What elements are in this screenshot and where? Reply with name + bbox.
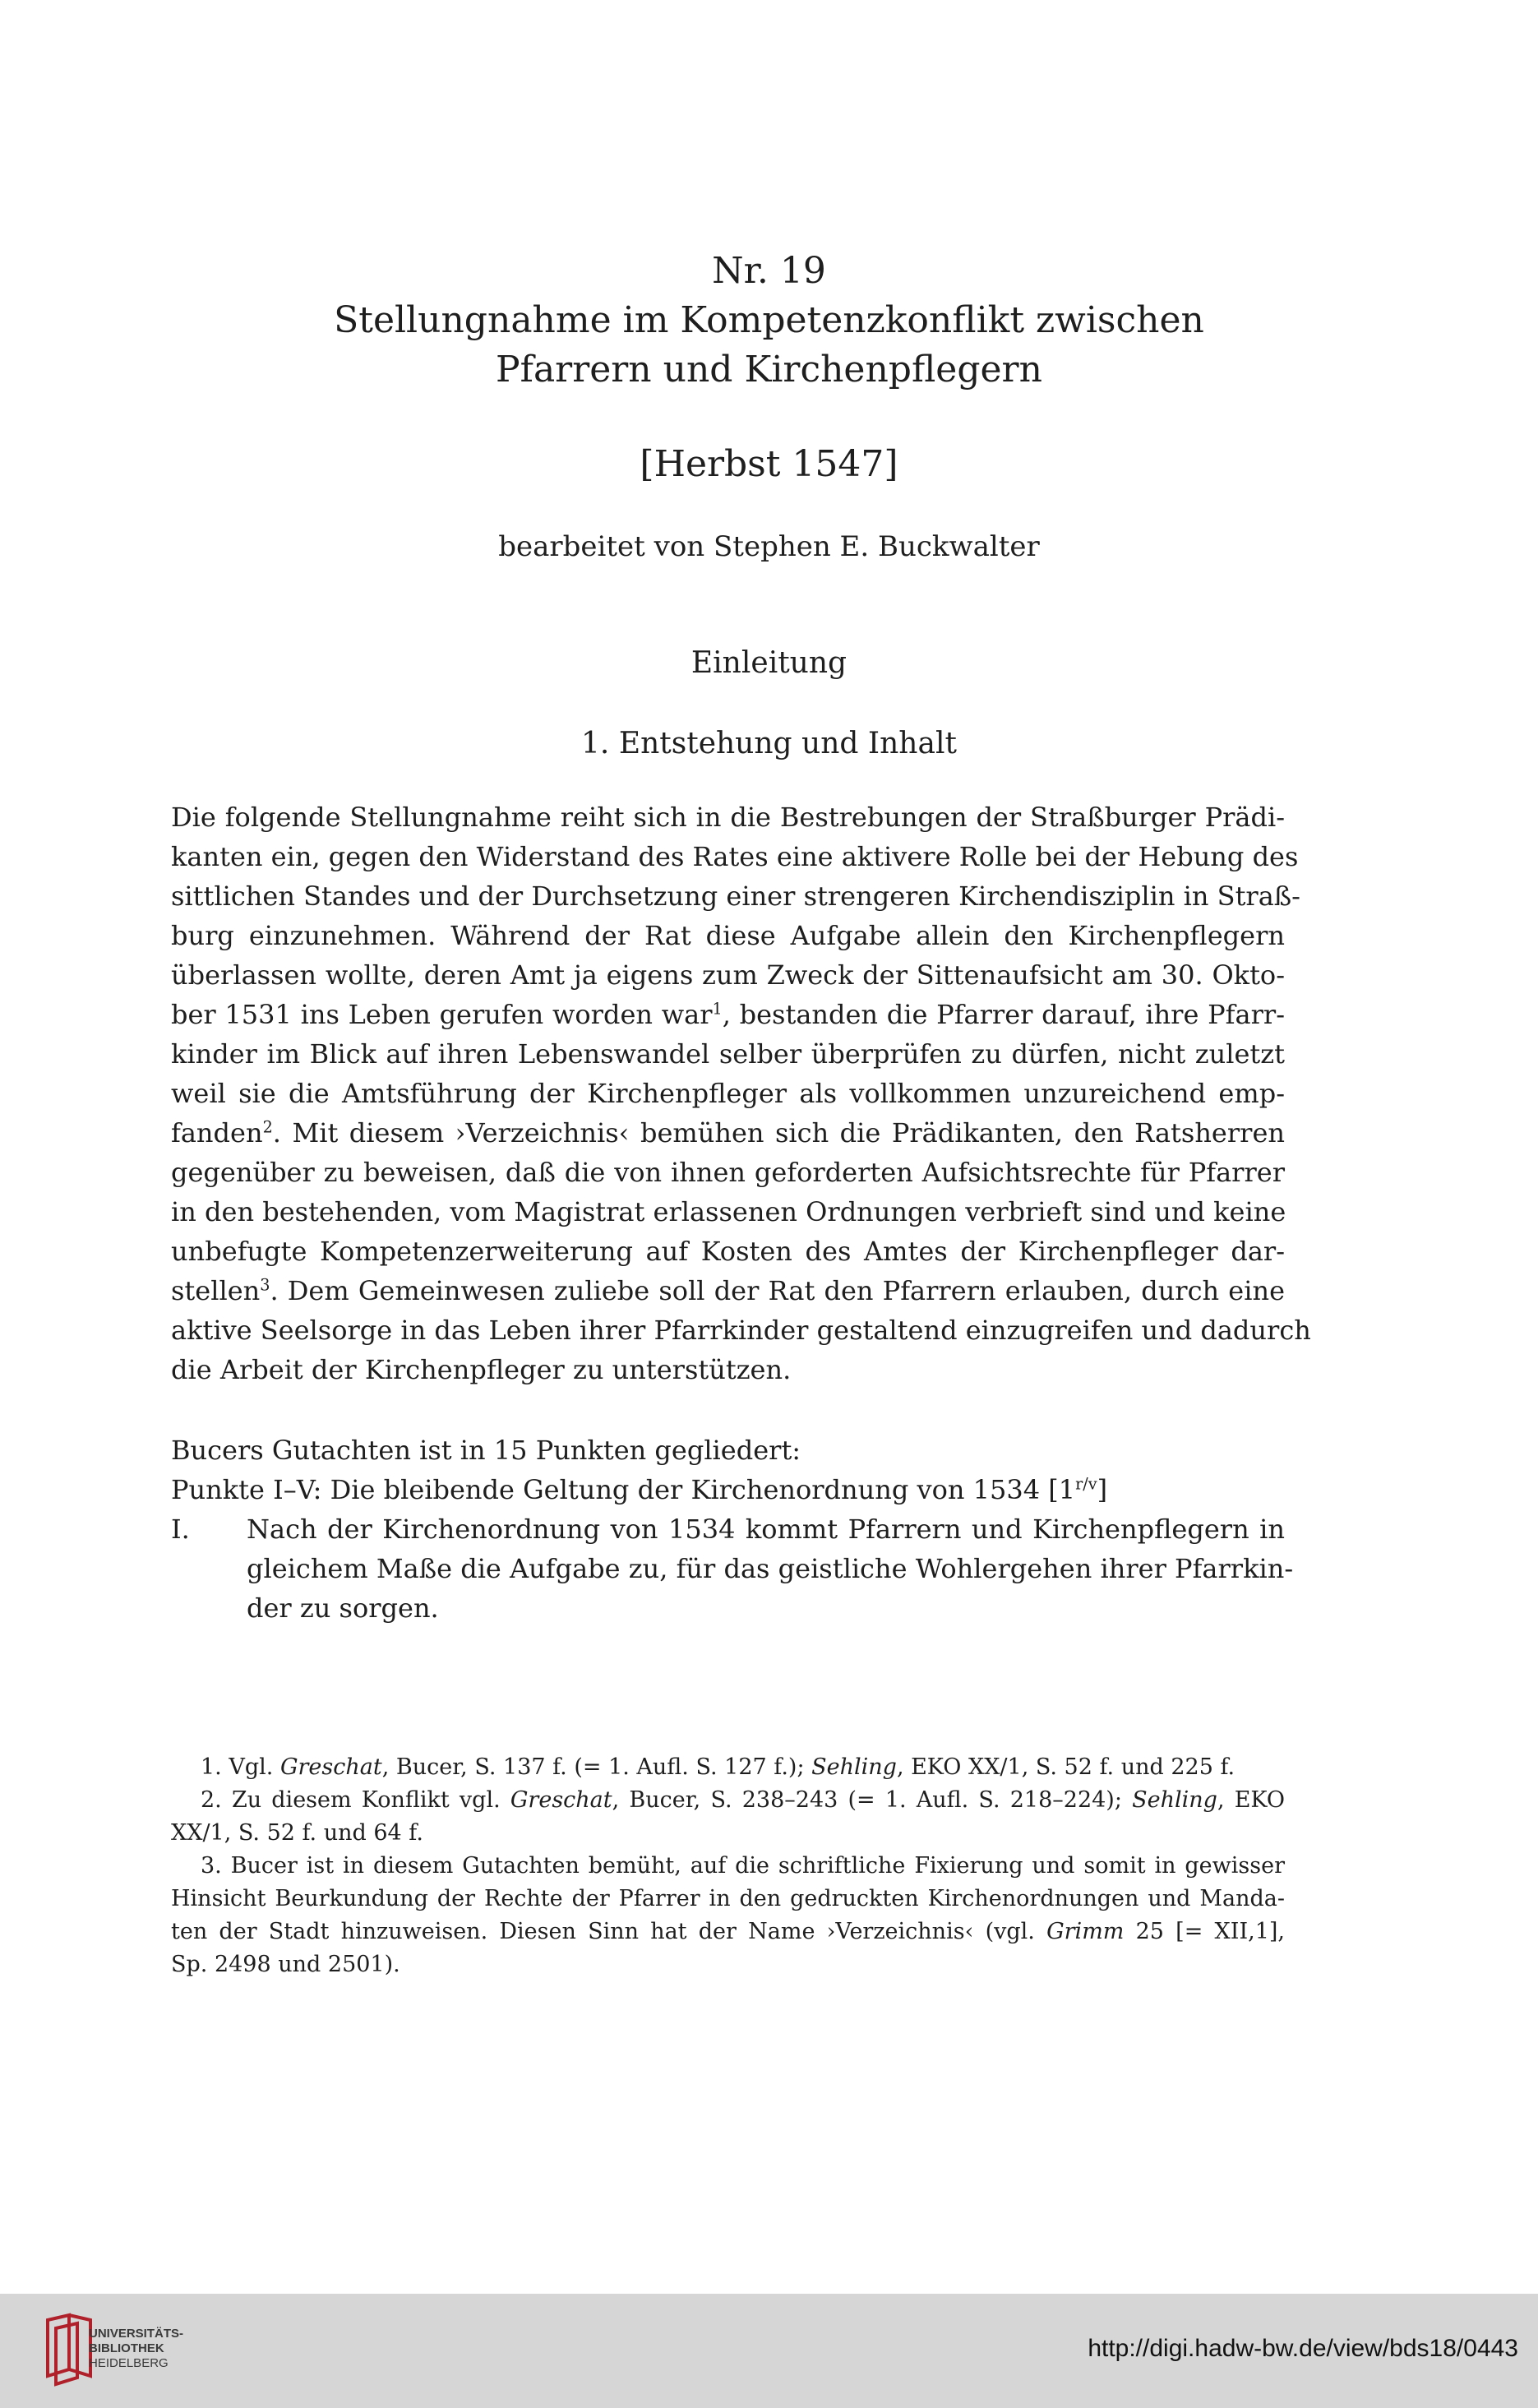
- outline-intro-line: Bucers Gutachten ist in 15 Punkten gegliedert:: [171, 1435, 801, 1466]
- footnote-mark: 1: [712, 999, 723, 1019]
- heading-section-1: 1. Entstehung und Inhalt: [581, 727, 957, 760]
- document-date: [Herbst 1547]: [640, 443, 898, 485]
- library-name-line: UNIVERSITÄTS-: [89, 2327, 184, 2341]
- text-line: aktive Seelsorge in das Leben ihrer Pfarrkinder gestaltend einzugreifen und dadurch: [171, 1315, 1311, 1346]
- author-name: Greschat: [510, 1787, 612, 1813]
- item-text: [247, 1509, 1294, 1628]
- footnote-3-cont: [171, 1916, 1285, 1948]
- intro-paragraph: [171, 797, 1311, 1389]
- text-line: in den bestehenden, vom Magistrat erlassenen Ordnungen verbrieft sind und keine: [171, 1196, 1286, 1227]
- text-line: [171, 995, 1285, 1034]
- editor-credit: bearbeitet von Stephen E. Buckwalter: [498, 530, 1040, 563]
- text-line: gegenüber zu beweisen, daß die von ihnen geforderten Aufsichtsrechte für Pfarrer: [171, 1157, 1285, 1188]
- library-name: [89, 2327, 183, 2371]
- text-line: burg einzunehmen. Während der Rat diese Aufgabe allein den Kirchenpflegern: [171, 920, 1285, 951]
- text-fragment: . Mit diesem ›Verzeichnis‹ bemühen sich die Prädikanten, den Ratsherren: [272, 1117, 1285, 1149]
- folio-mark: r/v: [1075, 1474, 1097, 1494]
- text-fragment: , bestanden die Pfarrer darauf, ihre Pfarr-: [722, 999, 1285, 1030]
- footnote-3: 3. Bucer ist in diesem Gutachten bemüht, auf die schriftliche Fixierung und somit in gewisser: [201, 1853, 1285, 1879]
- text-fragment: , Bucer, S. 137 f. (= 1. Aufl. S. 127 f.);: [381, 1754, 812, 1780]
- viewer-footer: [0, 2294, 1538, 2408]
- footnote-3-cont: Sp. 2498 und 2501).: [171, 1952, 400, 1977]
- text-fragment: , EKO: [1217, 1787, 1285, 1813]
- author-name: Sehling: [1132, 1787, 1217, 1813]
- footnote-1: [171, 1751, 1285, 1784]
- document-title: [0, 296, 1538, 395]
- text-line: [171, 1113, 1285, 1153]
- author-name: Grimm: [1046, 1919, 1125, 1944]
- text-line: die Arbeit der Kirchenpfleger zu unterstützen.: [171, 1354, 792, 1385]
- footnote-2: [171, 1784, 1285, 1817]
- text-fragment: fanden: [171, 1117, 263, 1149]
- library-name-line: HEIDELBERG: [89, 2356, 169, 2370]
- text-fragment: ber 1531 ins Leben gerufen worden war: [171, 999, 713, 1030]
- text-line: kinder im Blick auf ihren Lebenswandel selber überprüfen zu dürfen, nicht zuletzt: [171, 1038, 1285, 1070]
- text-line: kanten ein, gegen den Widerstand des Rates eine aktivere Rolle bei der Hebung des: [171, 841, 1299, 872]
- title-line-1: Stellungnahme im Kompetenzkonflikt zwischen: [334, 299, 1204, 341]
- library-name-line: BIBLIOTHEK: [89, 2341, 164, 2355]
- text-fragment: 2. Zu diesem Konflikt vgl.: [201, 1787, 510, 1813]
- footnote-2-cont: XX/1, S. 52 f. und 64 f.: [171, 1820, 423, 1846]
- author-name: Sehling: [811, 1754, 897, 1780]
- text-line: sittlichen Standes und der Durchsetzung einer strengeren Kirchendisziplin in Straß-: [171, 880, 1300, 912]
- text-line: gleichem Maße die Aufgabe zu, für das geistliche Wohlergehen ihrer Pfarrkin-: [247, 1553, 1294, 1584]
- footnotes: [171, 1751, 1285, 1981]
- outline-intro: [171, 1430, 1285, 1509]
- text-line: überlassen wollte, deren Amt ja eigens zum Zweck der Sittenaufsicht am 30. Okto-: [171, 959, 1285, 991]
- text-fragment: ten der Stadt hinzuweisen. Diesen Sinn hat der Name ›Verzeichnis‹ (vgl.: [171, 1919, 1047, 1944]
- text-fragment: Punkte I–V: Die bleibende Geltung der Kirchenordnung von 1534 [1: [171, 1474, 1076, 1505]
- title-line-2: Pfarrern und Kirchenpflegern: [496, 349, 1042, 391]
- text-fragment: 25 [= XII,1],: [1124, 1919, 1285, 1944]
- text-fragment: , EKO XX/1, S. 52 f. und 225 f.: [896, 1754, 1235, 1780]
- text-fragment: . Dem Gemeinwesen zuliebe soll der Rat den Pfarrern erlauben, durch eine: [270, 1275, 1285, 1306]
- text-fragment: 1. Vgl.: [201, 1754, 280, 1780]
- text-line: weil sie die Amtsführung der Kirchenpfleger als vollkommen unzureichend emp-: [171, 1078, 1285, 1109]
- item-number: I.: [171, 1514, 190, 1545]
- document-number: Nr. 19: [712, 250, 826, 292]
- text-line: Die folgende Stellungnahme reiht sich in die Bestrebungen der Straßburger Prädi-: [171, 802, 1285, 833]
- author-name: Greschat: [279, 1754, 382, 1780]
- text-line: der zu sorgen.: [247, 1592, 439, 1624]
- outline-points-heading: [171, 1470, 1285, 1509]
- footnote-mark: 2: [262, 1117, 273, 1137]
- footnote-3-cont: Hinsicht Beurkundung der Rechte der Pfarrer in den gedruckten Kirchenordnungen und Manda-: [171, 1886, 1285, 1911]
- footnote-mark: 3: [260, 1275, 270, 1295]
- text-fragment: stellen: [171, 1275, 261, 1306]
- text-line: [171, 1271, 1285, 1310]
- text-fragment: , Bucer, S. 238–243 (= 1. Aufl. S. 218–224);: [612, 1787, 1133, 1813]
- text-line: Nach der Kirchenordnung von 1534 kommt Pfarrern und Kirchenpflegern in: [247, 1514, 1285, 1545]
- text-fragment: ]: [1097, 1474, 1108, 1505]
- heading-einleitung: Einleitung: [690, 646, 848, 680]
- text-line: unbefugte Kompetenzerweiterung auf Kosten des Amtes der Kirchenpfleger dar-: [171, 1236, 1285, 1267]
- page-url-link[interactable]: http://digi.hadw-bw.de/view/bds18/0443: [1088, 2335, 1518, 2362]
